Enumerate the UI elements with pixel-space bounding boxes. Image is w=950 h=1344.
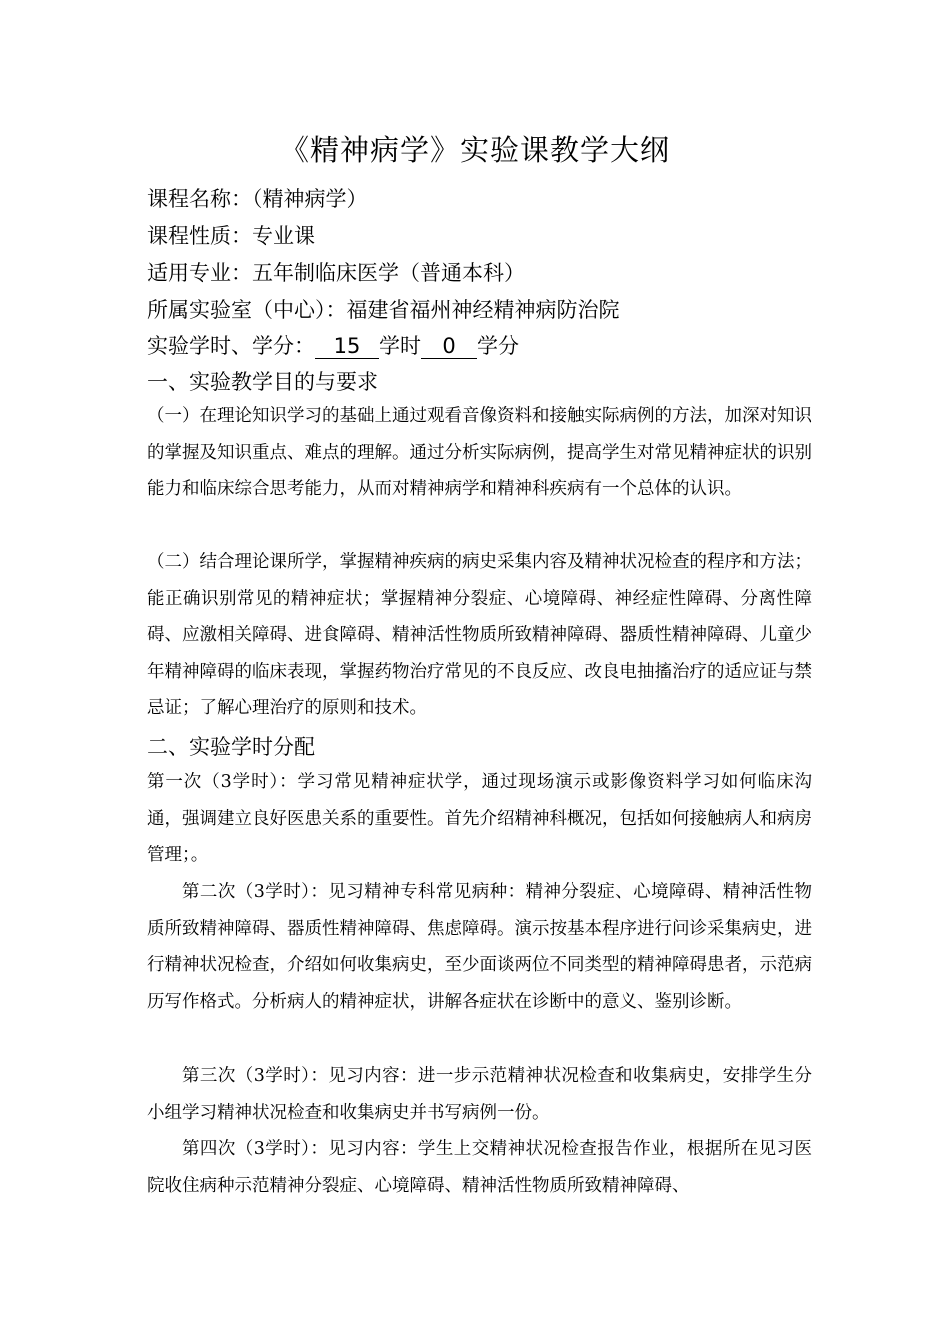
section2-heading: 二、实验学时分配 bbox=[147, 735, 315, 759]
hours-credits-line bbox=[147, 328, 827, 364]
major-line: 适用专业：五年制临床医学（普通本科） bbox=[147, 261, 525, 285]
credit-unit: 学分 bbox=[477, 334, 519, 358]
course-name-line: 课程名称：（精神病学） bbox=[147, 187, 368, 211]
course-nature-line: 课程性质：专业课 bbox=[147, 224, 315, 248]
credit-value: 0 bbox=[421, 334, 477, 359]
hours-credits-label: 实验学时、学分： bbox=[147, 334, 315, 358]
session-2-paragraph: 第二次（3学时）：见习精神专科常见病种：精神分裂症、心境障碍、精神活性物质所致精神障碍、器质性精神障碍、焦虑障碍。演示按基本程序进行问诊采集病史，进行精神状况检查，介绍如何收集病史，至少面谈两位不同类型的精神障碍患者，示范病历写作格式。分析病人的精神症状，讲解各症状在诊断中的意义、鉴别诊断。 bbox=[147, 882, 812, 1012]
section1-paragraph-2: （二）结合理论课所学，掌握精神疾病的病史采集内容及精神状况检查的程序和方法；能正确识别常见的精神症状；掌握精神分裂症、心境障碍、神经症性障碍、分离性障碍、应激相关障碍、进食障碍、精神活性物质所致精神障碍、器质性精神障碍、儿童少年精神障碍的临床表现，掌握药物治疗常见的不良反应、改良电抽搐治疗的适应证与禁忌证；了解心理治疗的原则和技术。 bbox=[147, 552, 812, 718]
section1-paragraph-1: （一）在理论知识学习的基础上通过观看音像资料和接触实际病例的方法，加深对知识的掌握及知识重点、难点的理解。通过分析实际病例，提高学生对常见精神症状的识别能力和临床综合思考能力，从而对精神病学和精神科疾病有一个总体的认识。 bbox=[147, 406, 812, 499]
document-title: 《精神病学》实验课教学大纲 bbox=[279, 133, 670, 167]
session-1-paragraph: 第一次（3学时）：学习常见精神症状学，通过现场演示或影像资料学习如何临床沟通，强调建立良好医患关系的重要性。首先介绍精神科概况，包括如何接触病人和病房管理；。 bbox=[147, 772, 812, 865]
hours-value: 15 bbox=[315, 334, 379, 359]
section1-heading: 一、实验教学目的与要求 bbox=[147, 370, 378, 394]
hours-unit: 学时 bbox=[379, 334, 421, 358]
lab-line: 所属实验室（中心）：福建省福州神经精神病防治院 bbox=[147, 298, 620, 322]
session-4-paragraph: 第四次（3学时）：见习内容：学生上交精神状况检查报告作业，根据所在见习医院收住病种示范精神分裂症、心境障碍、精神活性物质所致精神障碍、 bbox=[147, 1139, 812, 1196]
session-3-paragraph: 第三次（3学时）：见习内容：进一步示范精神状况检查和收集病史，安排学生分小组学习精神状况检查和收集病史并书写病例一份。 bbox=[147, 1066, 812, 1123]
